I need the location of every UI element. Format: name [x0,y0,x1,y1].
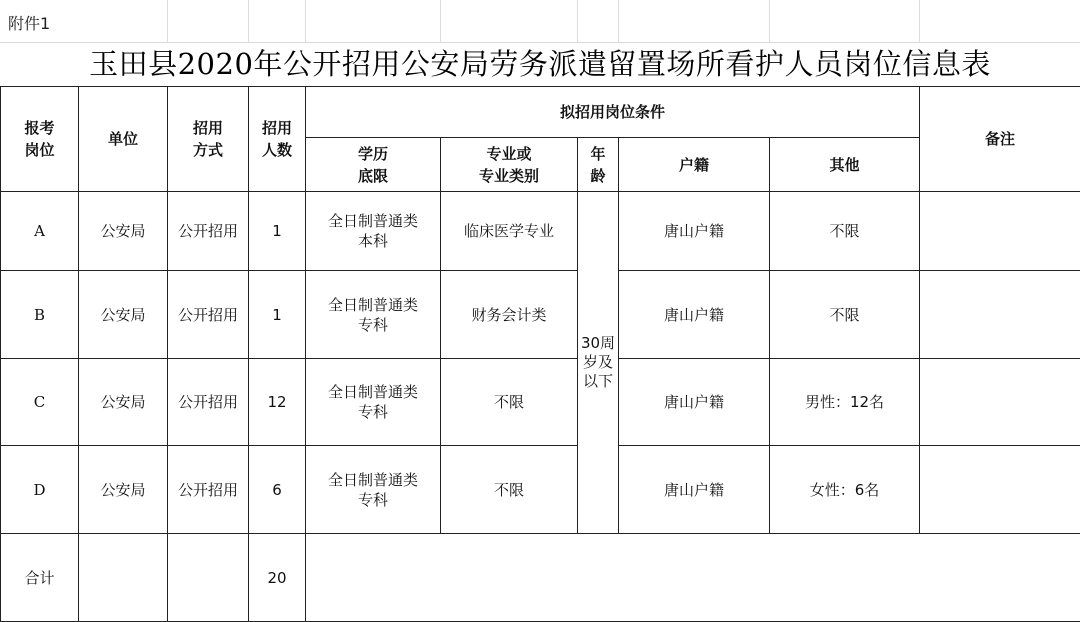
gridline [167,0,168,42]
table-row [1,446,1080,534]
other-cell: 女性：6名 [770,446,920,534]
gridline [769,0,770,42]
gridline [919,0,920,42]
other-cell: 不限 [770,271,920,359]
gridline [248,0,249,42]
method-cell: 公开招用 [168,192,249,271]
unit-cell: 公安局 [79,446,168,534]
total-label: 合计 [1,534,79,622]
major-cell: 不限 [441,446,578,534]
gridline [440,0,441,42]
unit-cell: 公安局 [79,192,168,271]
header-age: 年 龄 [578,138,619,192]
count-cell: 1 [249,271,306,359]
method-cell: 公开招用 [168,446,249,534]
table-row [1,271,1080,359]
education-cell: 全日制普通类 专科 [306,271,441,359]
major-cell: 临床医学专业 [441,192,578,271]
header-conditions: 拟招用岗位条件 [306,87,920,138]
remarks-cell [920,192,1080,271]
header-method: 招用 方式 [168,87,249,192]
other-cell: 不限 [770,192,920,271]
table-row [1,192,1080,271]
education-cell: 全日制普通类 本科 [306,192,441,271]
table-title: 玉田县2020年公开招用公安局劳务派遣留置场所看护人员岗位信息表 [0,42,1080,86]
position-label: B [1,271,79,359]
position-label: D [1,446,79,534]
education-cell: 全日制普通类 专科 [306,446,441,534]
position-info-table [0,86,1080,622]
header-row [1,87,1080,138]
header-unit: 单位 [79,87,168,192]
note-row [0,0,1080,43]
count-cell: 1 [249,192,306,271]
count-cell: 6 [249,446,306,534]
hukou-cell: 唐山户籍 [619,446,770,534]
attachment-note: 附件1 [8,11,50,34]
total-conditions-cell [306,534,1080,622]
position-label: A [1,192,79,271]
header-other: 其他 [770,138,920,192]
unit-cell: 公安局 [79,359,168,446]
method-cell: 公开招用 [168,271,249,359]
total-count: 20 [249,534,306,622]
remarks-cell [920,271,1080,359]
header-remarks: 备注 [920,87,1080,192]
method-cell: 公开招用 [168,359,249,446]
header-hukou: 户籍 [619,138,770,192]
gridline [618,0,619,42]
total-row [1,534,1080,622]
major-cell: 不限 [441,359,578,446]
hukou-cell: 唐山户籍 [619,271,770,359]
total-method-cell [168,534,249,622]
header-major: 专业或 专业类别 [441,138,578,192]
hukou-cell: 唐山户籍 [619,192,770,271]
remarks-cell [920,359,1080,446]
gridline [577,0,578,42]
major-cell: 财务会计类 [441,271,578,359]
header-count: 招用 人数 [249,87,306,192]
total-unit-cell [79,534,168,622]
unit-cell: 公安局 [79,271,168,359]
header-education: 学历 底限 [306,138,441,192]
other-cell: 男性：12名 [770,359,920,446]
remarks-cell [920,446,1080,534]
count-cell: 12 [249,359,306,446]
age-value: 30周 岁及 以下 [580,334,616,391]
education-cell: 全日制普通类 专科 [306,359,441,446]
hukou-cell: 唐山户籍 [619,359,770,446]
gridline [305,0,306,42]
position-label: C [1,359,79,446]
age-cell [578,192,619,534]
header-position: 报考 岗位 [1,87,79,192]
table-row [1,359,1080,446]
